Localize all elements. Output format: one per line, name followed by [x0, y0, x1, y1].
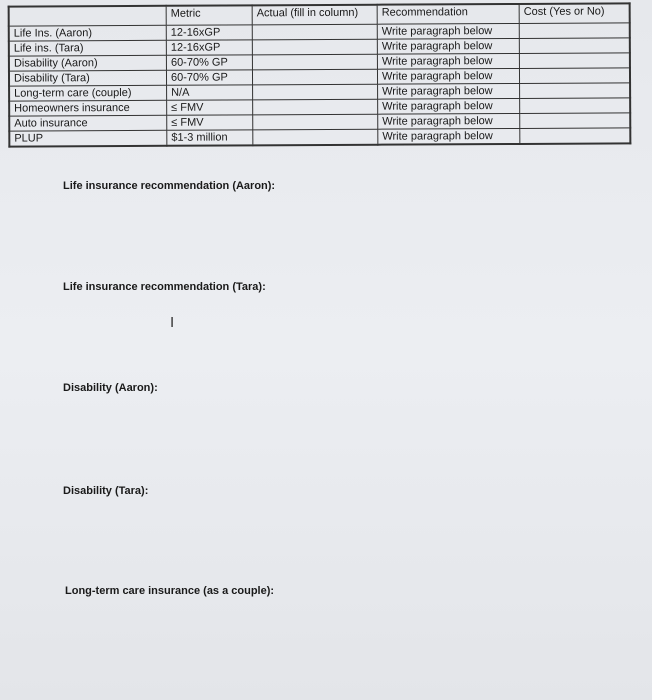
- table-cell[interactable]: [520, 128, 631, 144]
- table-cell: Write paragraph below: [378, 98, 520, 114]
- table-cell: Auto insurance: [9, 115, 167, 131]
- table-cell[interactable]: [520, 113, 631, 129]
- table-cell[interactable]: [519, 68, 630, 84]
- section-disability-tara: Disability (Tara):: [63, 485, 149, 497]
- table-cell: Disability (Aaron): [9, 55, 167, 71]
- table-cell: 60-70% GP: [166, 55, 252, 70]
- table-cell[interactable]: [253, 84, 378, 100]
- table-cell[interactable]: [519, 23, 630, 39]
- section-life-aaron: Life insurance recommendation (Aaron):: [63, 180, 276, 192]
- table-cell: Life Ins. (Aaron): [9, 25, 167, 41]
- section-disability-aaron: Disability (Aaron):: [63, 382, 158, 394]
- text-cursor-icon: I: [170, 314, 175, 331]
- header-cell: Recommendation: [377, 4, 519, 24]
- header-cell: Cost (Yes or No): [519, 3, 630, 23]
- table-cell: $1-3 million: [167, 130, 253, 146]
- table-cell: 60-70% GP: [166, 70, 252, 85]
- table-cell: ≤ FMV: [167, 100, 253, 115]
- table-cell: 12-16xGP: [166, 40, 252, 55]
- table-cell: Write paragraph below: [378, 128, 520, 144]
- header-cell: [9, 6, 167, 26]
- table-cell[interactable]: [252, 24, 377, 40]
- table-row: [9, 128, 630, 147]
- table-cell: Write paragraph below: [377, 38, 519, 54]
- table-cell[interactable]: [253, 129, 378, 145]
- table-cell[interactable]: [252, 69, 377, 85]
- table-cell: N/A: [167, 85, 253, 100]
- table-cell[interactable]: [253, 114, 378, 130]
- table-cell: 12-16xGP: [166, 25, 252, 40]
- table-cell: Write paragraph below: [377, 68, 519, 84]
- table-cell: ≤ FMV: [167, 115, 253, 130]
- table-cell: Write paragraph below: [378, 83, 520, 99]
- table-cell: Long-term care (couple): [9, 85, 167, 101]
- table-cell[interactable]: [253, 99, 378, 115]
- table-cell: Life ins. (Tara): [9, 40, 167, 56]
- insurance-table: [8, 2, 632, 147]
- section-life-tara: Life insurance recommendation (Tara):: [63, 281, 266, 293]
- table-cell[interactable]: [520, 98, 631, 114]
- table-cell: Write paragraph below: [377, 23, 519, 39]
- table-cell: Homeowners insurance: [9, 100, 167, 116]
- header-cell: Metric: [166, 5, 252, 25]
- table-cell[interactable]: [519, 38, 630, 54]
- table-cell: Write paragraph below: [378, 113, 520, 129]
- section-ltc-couple: Long-term care insurance (as a couple):: [65, 585, 275, 597]
- table-cell[interactable]: [252, 39, 377, 55]
- table-cell: Disability (Tara): [9, 70, 167, 86]
- table-cell: Write paragraph below: [377, 53, 519, 69]
- header-cell: Actual (fill in column): [252, 5, 377, 25]
- table-cell: PLUP: [9, 130, 167, 146]
- table-cell[interactable]: [519, 53, 630, 69]
- table-cell[interactable]: [252, 54, 377, 70]
- table-cell[interactable]: [520, 83, 631, 99]
